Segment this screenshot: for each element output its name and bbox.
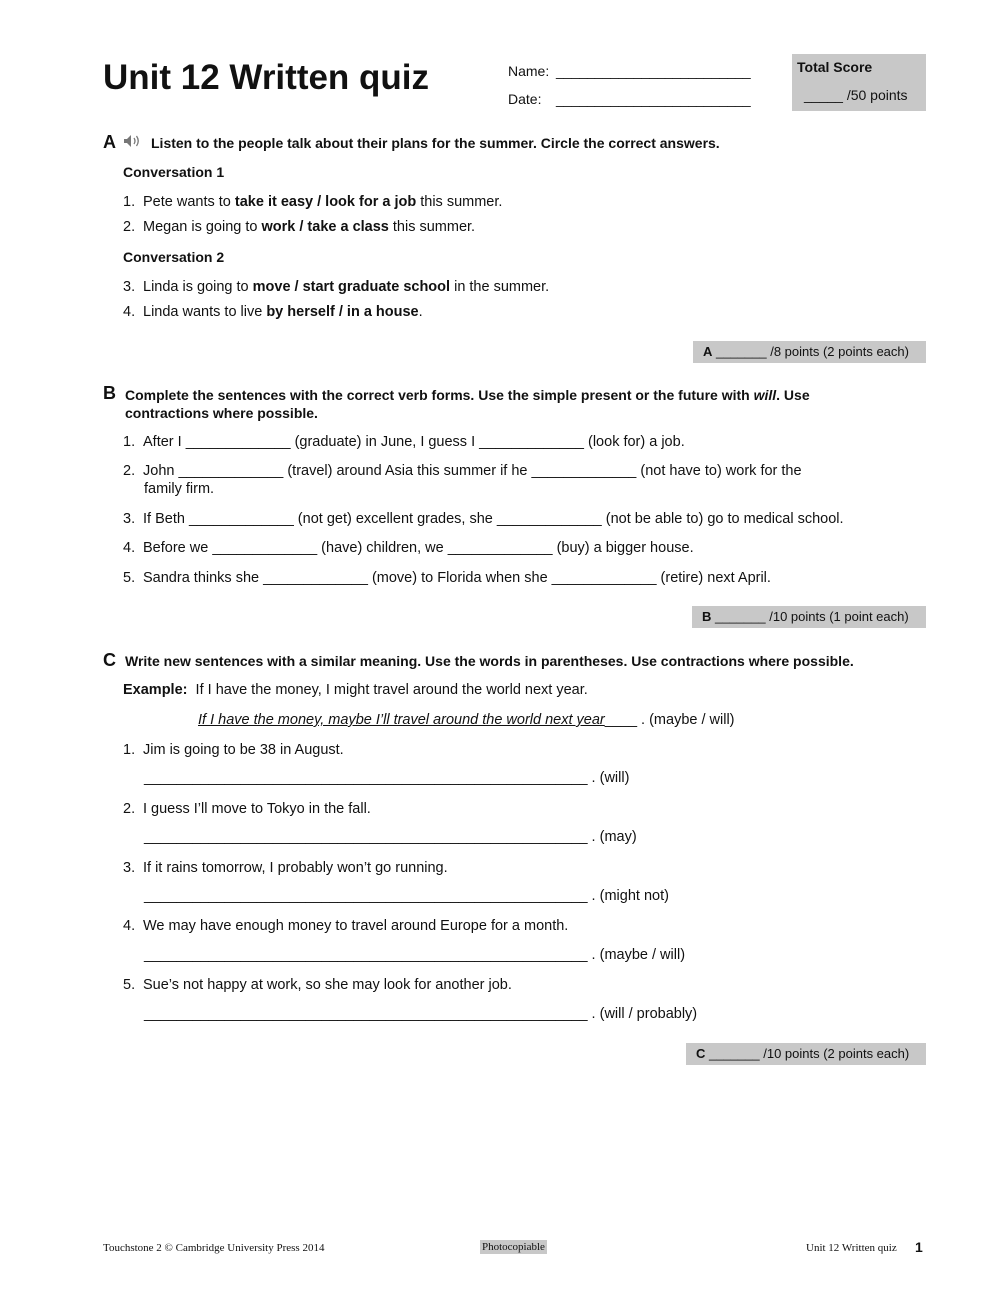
question-b2: 2. John _____________ (travel) around Asia this summer if he _____________ (not have to) work for the — [123, 463, 802, 479]
audio-speaker-icon[interactable] — [123, 134, 141, 152]
example-label: Example: — [123, 682, 188, 698]
question-c5: 5. Sue’s not happy at work, so she may look for another job. — [123, 977, 512, 993]
answer-line-c4[interactable]: _______________________________________________________ . (maybe / will) — [144, 947, 686, 963]
question-a3: 3. Linda is going to move / start graduate school in the summer. — [123, 279, 550, 295]
answer-line-c1[interactable]: _______________________________________________________ . (will) — [144, 770, 630, 786]
example-answer-line: If I have the money, maybe I’ll travel around the world next year____ . (maybe / will) — [198, 712, 735, 728]
conversation-1-heading: Conversation 1 — [123, 164, 225, 180]
question-b3: 3. If Beth _____________ (not get) excellent grades, she _____________ (not be able to) go to medical school. — [123, 511, 844, 527]
example-sentence: If I have the money, I might travel around the world next year. — [195, 682, 588, 698]
footer-photocopiable: Photocopiable — [482, 1241, 545, 1253]
section-c-letter: C — [103, 650, 116, 670]
choice-options[interactable]: by herself / in a house — [266, 304, 419, 320]
answer-line-c2[interactable]: _______________________________________________________ . (may) — [144, 829, 637, 845]
name-field[interactable]: _________________________ — [556, 63, 751, 79]
example-answer: If I have the money, maybe I’ll travel around the world next year — [198, 712, 605, 728]
answer-line-c3[interactable]: _______________________________________________________ . (might not) — [144, 888, 669, 904]
answer-line-c5[interactable]: _______________________________________________________ . (will / probably) — [144, 1006, 698, 1022]
choice-options[interactable]: move / start graduate school — [252, 279, 451, 295]
question-a2: 2. Megan is going to work / take a class this summer. — [123, 219, 476, 235]
question-c3: 3. If it rains tomorrow, I probably won’t go running. — [123, 860, 448, 876]
total-score-box — [792, 54, 926, 111]
question-b5: 5. Sandra thinks she _____________ (move) to Florida when she _____________ (retire) next April. — [123, 570, 771, 586]
question-b4: 4. Before we _____________ (have) children, we _____________ (buy) a bigger house. — [123, 540, 694, 556]
section-a-instruction: Listen to the people talk about their plans for the summer. Circle the correct answers. — [151, 135, 720, 151]
question-c4: 4. We may have enough money to travel around Europe for a month. — [123, 918, 569, 934]
total-score-value[interactable]: _____ /50 points — [804, 87, 908, 103]
footer-copyright: Touchstone 2 © Cambridge University Press 2014 — [103, 1242, 325, 1254]
choice-options[interactable]: take it easy / look for a job — [234, 194, 417, 210]
section-a-points: A _______ /8 points (2 points each) — [693, 341, 926, 363]
footer-quiz-title: Unit 12 Written quiz — [806, 1242, 897, 1254]
total-score-label: Total Score — [797, 59, 873, 75]
example — [123, 681, 588, 699]
date-label: Date: — [508, 91, 542, 107]
question-a1: 1. Pete wants to take it easy / look for a job this summer. — [123, 194, 503, 210]
name-label: Name: — [508, 63, 550, 79]
question-b2-continued: family firm. — [144, 481, 215, 497]
conversation-2-heading: Conversation 2 — [123, 249, 225, 265]
date-field[interactable]: _________________________ — [556, 91, 751, 107]
question-c2: 2. I guess I’ll move to Tokyo in the fall. — [123, 801, 371, 817]
page-title: Unit 12 Written quiz — [103, 58, 430, 97]
question-c1: 1. Jim is going to be 38 in August. — [123, 742, 344, 758]
section-a-letter: A — [103, 132, 116, 152]
question-a4: 4. Linda wants to live by herself / in a house. — [123, 304, 423, 320]
question-b1: 1. After I _____________ (graduate) in June, I guess I _____________ (look for) a job. — [123, 434, 685, 450]
speaker-icon — [123, 134, 141, 148]
choice-options[interactable]: work / take a class — [261, 219, 389, 235]
section-b-letter: B — [103, 383, 116, 403]
section-c-instruction: Write new sentences with a similar meaning. Use the words in parentheses. Use contractions where possible. — [125, 653, 854, 669]
section-b-instruction: Complete the sentences with the correct verb forms. Use the simple present or the future with will. Use contractions where possible. — [125, 387, 810, 421]
section-c-points: C _______ /10 points (2 points each) — [686, 1043, 926, 1065]
page-number: 1 — [915, 1239, 923, 1255]
section-b-points: B _______ /10 points (1 point each) — [692, 606, 926, 628]
